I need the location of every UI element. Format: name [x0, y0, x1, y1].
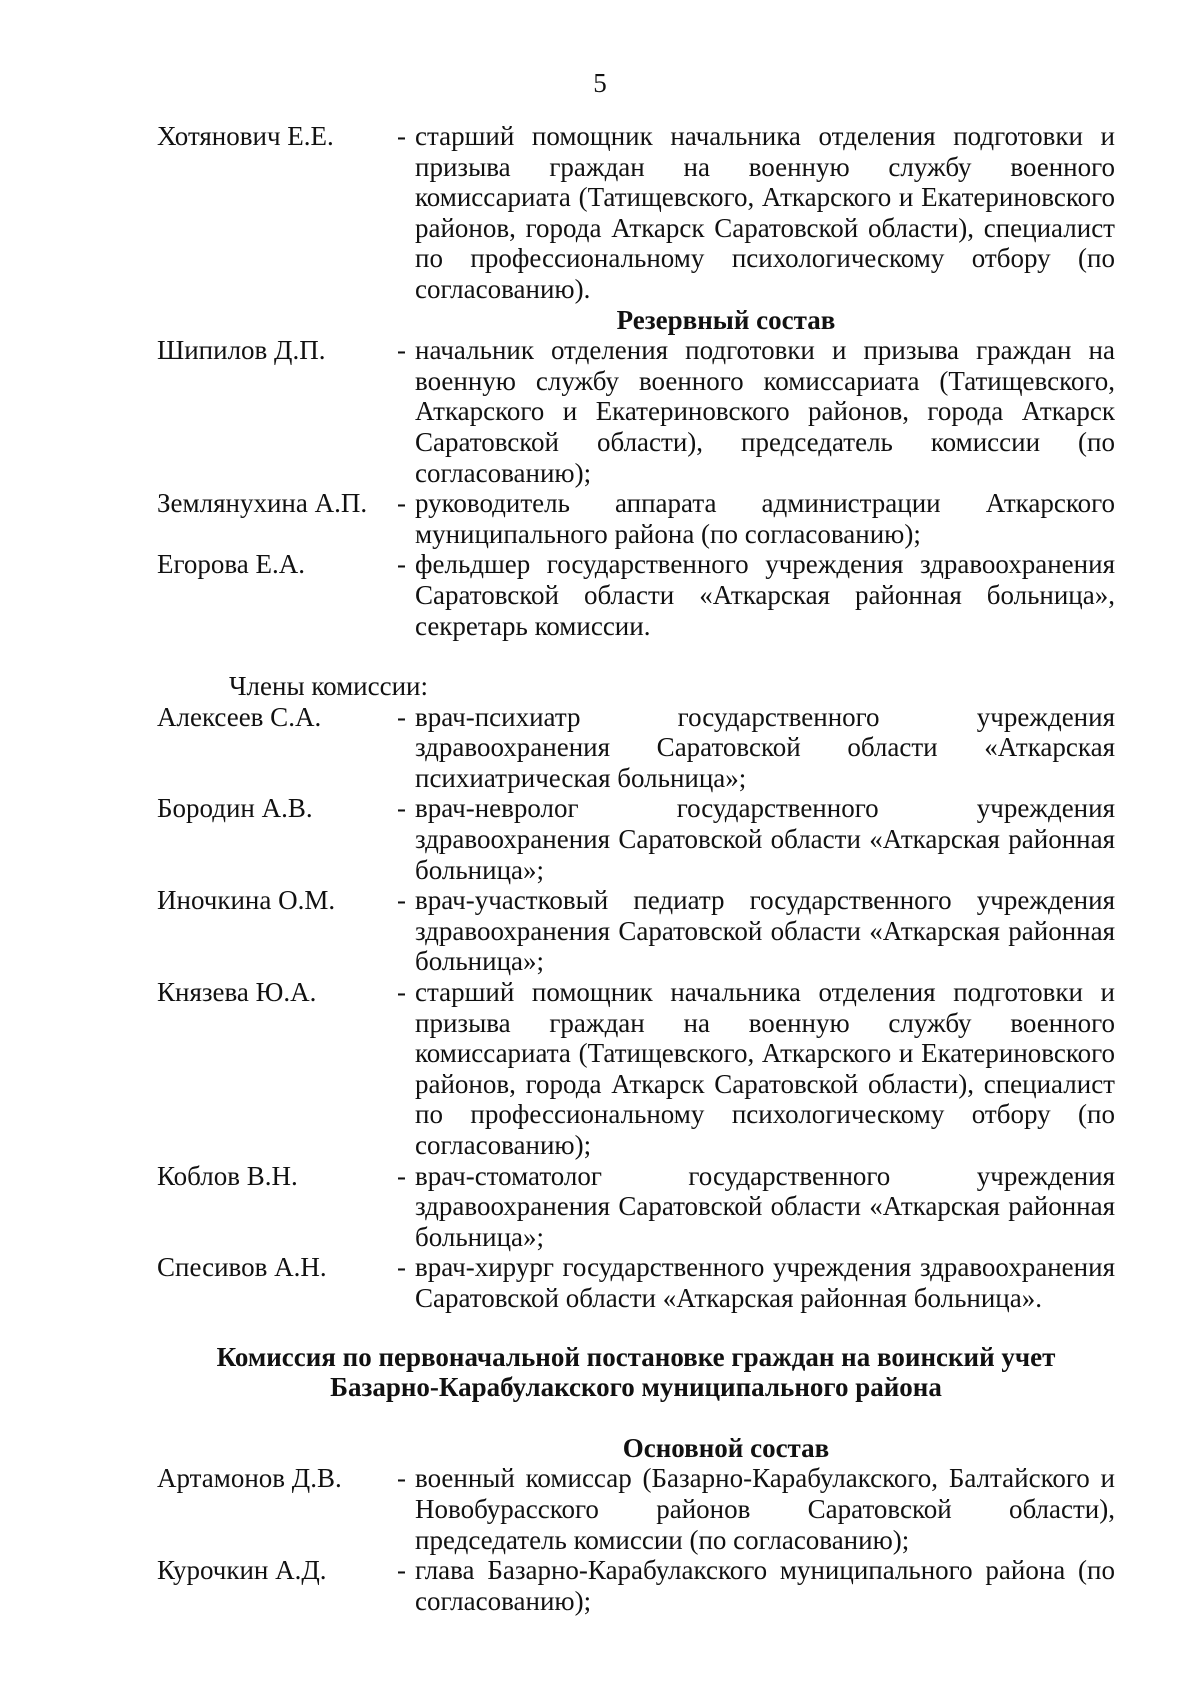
commission-title-line2: Базарно-Карабулакского муниципального района [330, 1372, 942, 1403]
entry-name: Шипилов Д.П. [157, 335, 326, 366]
entry-dash: - [397, 1252, 406, 1283]
entry-inochkina [157, 885, 1115, 977]
entry-description: старший помощник начальника отделения подготовки и призыва граждан на военную службу военного комиссариата (Татищевского, Аткарского и Екатериновского районов, города Аткарск Саратовской области), специалист по профессиональному психологическому отбору (по согласованию); [415, 977, 1115, 1160]
entry-name: Иночкина О.М. [157, 885, 336, 916]
entry-description: врач-участковый педиатр государственного учреждения здравоохранения Саратовской области «Аткарская районная больница»; [415, 885, 1115, 977]
entry-zemlyanukhina [157, 488, 1115, 549]
entry-description: врач-стоматолог государственного учреждения здравоохранения Саратовской области «Аткарская районная больница»; [415, 1160, 1115, 1252]
entry-spesivov [157, 1252, 1115, 1313]
entry-description: фельдшер государственного учреждения здравоохранения Саратовской области «Аткарская районная больница», секретарь комиссии. [415, 549, 1115, 641]
main-heading: Основной состав [622, 1432, 830, 1463]
entry-description: военный комиссар (Базарно-Карабулакского, Балтайского и Новобурасского районов Саратовской области), председатель комиссии (по согласованию); [415, 1463, 1115, 1555]
entry-dash: - [397, 1463, 406, 1494]
entry-name: Бородин А.В. [157, 793, 313, 824]
entry-koblov [157, 1161, 1115, 1253]
entry-description: начальник отделения подготовки и призыва граждан на военную службу военного комиссариата (Татищевского, Аткарского и Екатериновского районов, города Аткарск Саратовской области), председатель комиссии (по согласованию); [415, 335, 1115, 488]
entry-artamonov [157, 1463, 1115, 1555]
entry-dash: - [397, 793, 406, 824]
entry-dash: - [397, 549, 406, 580]
entry-dash: - [397, 701, 406, 732]
entry-dash: - [397, 1555, 406, 1586]
page-number: 5 [593, 68, 607, 98]
entry-shipilov [157, 335, 1115, 488]
entry-knyazeva [157, 977, 1115, 1161]
entry-name: Курочкин А.Д. [157, 1555, 327, 1586]
entry-name: Егорова Е.А. [157, 549, 306, 580]
entry-dash: - [397, 488, 406, 519]
entry-name: Князева Ю.А. [157, 977, 317, 1008]
entry-name: Спесивов А.Н. [157, 1252, 327, 1283]
entry-description: врач-хирург государственного учреждения здравоохранения Саратовской области «Аткарская районная больница». [415, 1252, 1115, 1313]
entry-alekseev [157, 702, 1115, 794]
entry-dash: - [397, 977, 406, 1008]
entry-borodin [157, 793, 1115, 885]
entry-name: Алексеев С.А. [157, 701, 322, 732]
entry-kurochkin [157, 1555, 1115, 1616]
entry-name: Хотянович Е.Е. [157, 121, 334, 151]
entry-dash: - [397, 1160, 406, 1191]
entry-name: Землянухина А.П. [157, 488, 368, 519]
entry-description: руководитель аппарата администрации Аткарского муниципального района (по согласованию); [415, 488, 1115, 549]
entry-dash: - [397, 335, 406, 366]
reserve-heading: Резервный состав [616, 304, 836, 335]
entry-name: Артамонов Д.В. [157, 1463, 342, 1494]
commission-title [157, 1342, 1115, 1403]
entry-description: старший помощник начальника отделения подготовки и призыва граждан на военную службу военного комиссариата (Татищевского, Аткарского и Екатериновского районов, города Аткарск Саратовской области), специалист по профессиональному психологическому отбору (по согласованию). [415, 121, 1115, 304]
document-content [157, 121, 1115, 1616]
entry-description: глава Базарно-Карабулакского муниципального района (по согласованию); [415, 1555, 1115, 1616]
entry-egorova [157, 549, 1115, 641]
entry-dash: - [397, 885, 406, 916]
entry-description: врач-психиатр государственного учреждения здравоохранения Саратовской области «Аткарская психиатрическая больница»; [415, 701, 1115, 793]
entry-description: врач-невролог государственного учреждения здравоохранения Саратовской области «Аткарская районная больница»; [415, 793, 1115, 885]
entry-dash: - [397, 121, 406, 151]
members-heading: Члены комиссии: [229, 671, 428, 702]
entry-name: Коблов В.Н. [157, 1160, 298, 1191]
commission-title-line1: Комиссия по первоначальной постановке граждан на воинский учет [216, 1341, 1056, 1372]
entry-khotyanovich [157, 121, 1115, 305]
